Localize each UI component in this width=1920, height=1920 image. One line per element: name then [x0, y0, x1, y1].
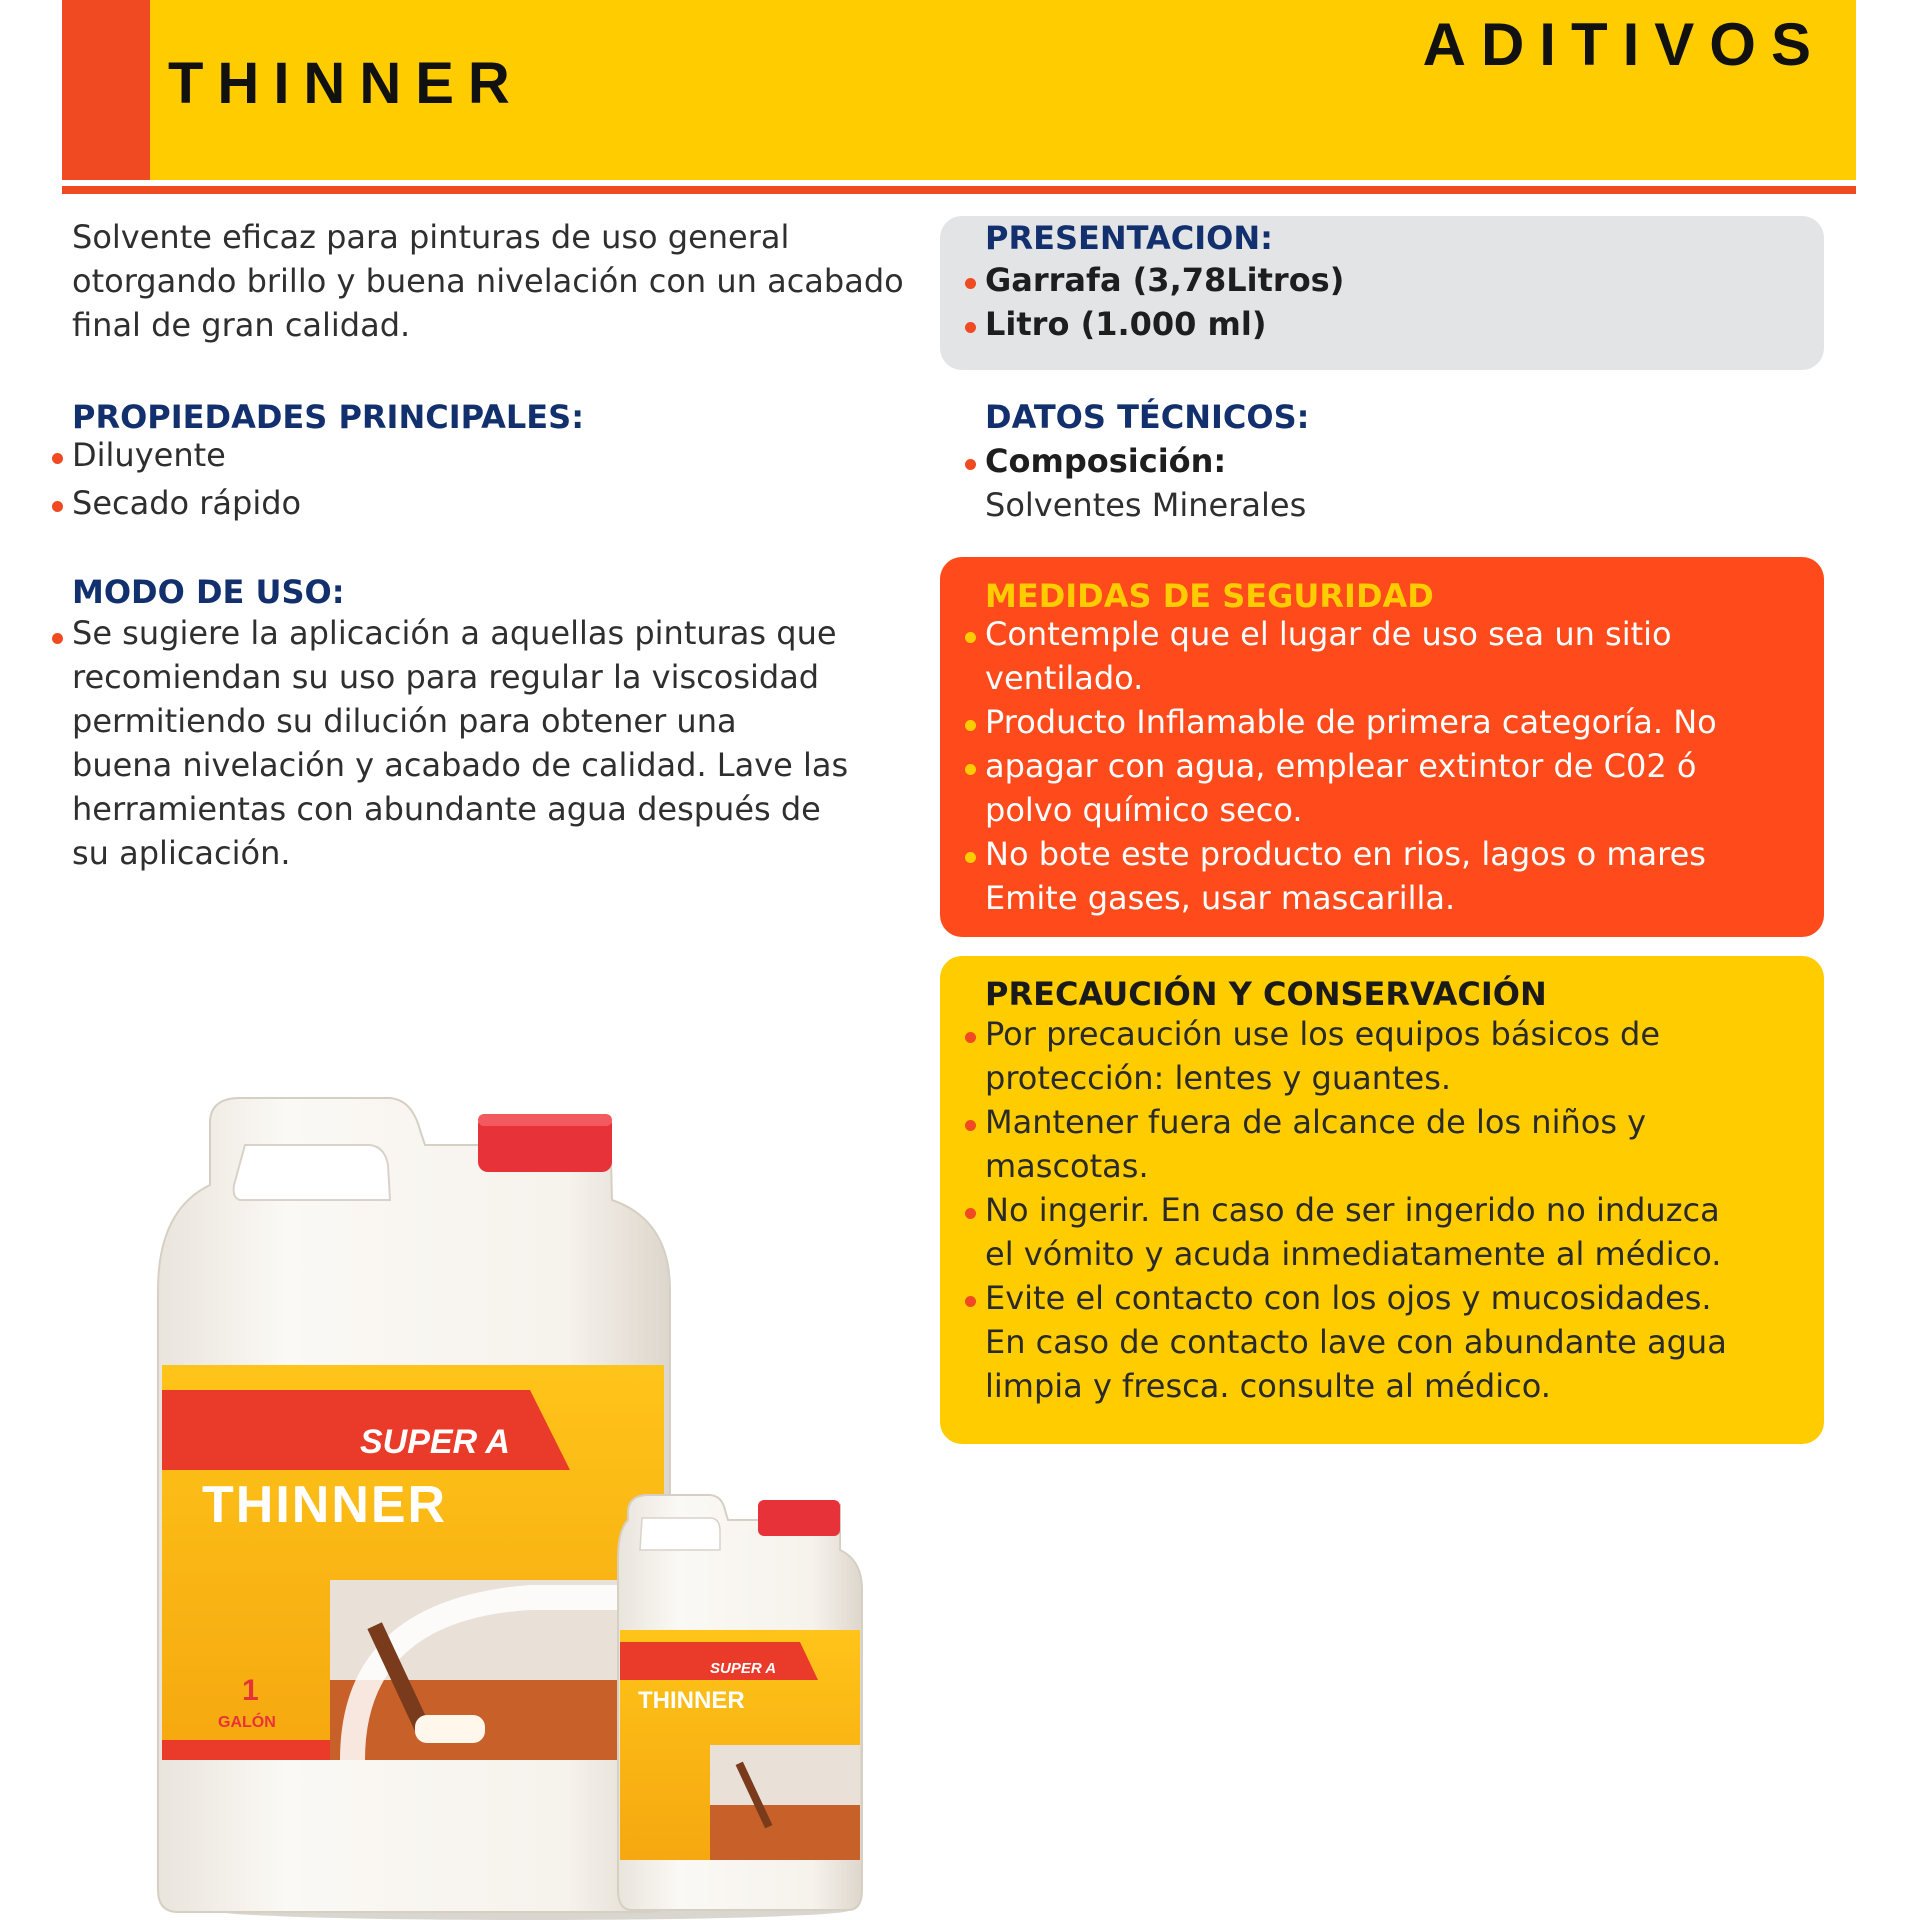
bullet-icon [52, 633, 63, 644]
usage-line: su aplicación. [72, 834, 291, 872]
list-item [985, 1100, 1805, 1188]
usage-heading: MODO DE USO: [72, 573, 345, 611]
jug-cap-ridge [478, 1114, 612, 1126]
presentation-text: Litro (1.000 ml) [985, 305, 1267, 343]
intro-line: final de gran calidad. [72, 306, 411, 344]
properties-heading: PROPIEDADES PRINCIPALES: [72, 398, 584, 436]
label-size-unit: GALÓN [218, 1714, 276, 1731]
list-item [72, 481, 301, 525]
label-brand: SUPER A [710, 1660, 777, 1677]
bullet-icon [965, 278, 976, 289]
bullet-icon [52, 453, 63, 464]
caution-line: No ingerir. En caso de ser ingerido no induzca [985, 1191, 1720, 1229]
bullet-icon [965, 632, 976, 643]
list-item [985, 258, 1344, 302]
bullet-icon [965, 1208, 976, 1219]
bullet-icon [965, 1296, 976, 1307]
intro-line: otorgando brillo y buena nivelación con un acabado [72, 262, 904, 300]
caution-line: Mantener fuera de alcance de los niños y [985, 1103, 1647, 1141]
list-item [72, 433, 301, 477]
usage-text [72, 611, 902, 875]
property-text: Diluyente [72, 436, 226, 474]
safety-list [985, 612, 1805, 920]
caution-line: En caso de contacto lave con abundante agua [985, 1323, 1727, 1361]
caution-line: protección: lentes y guantes. [985, 1059, 1452, 1097]
usage-line: recomiendan su uso para regular la viscosidad [72, 658, 820, 696]
safety-line: ventilado. [985, 659, 1144, 697]
caution-line: limpia y fresca. consulte al médico. [985, 1367, 1551, 1405]
bullet-icon [965, 852, 976, 863]
label-bottom-stripe [162, 1740, 330, 1760]
properties-list [72, 433, 301, 525]
caution-list [985, 1012, 1805, 1408]
presentation-text: Garrafa (3,78Litros) [985, 261, 1345, 299]
list-item [985, 1276, 1805, 1408]
handle-hole [640, 1518, 720, 1550]
technical-list [985, 439, 1226, 483]
bullet-icon [965, 1032, 976, 1043]
usage-line: buena nivelación y acabado de calidad. Lave las [72, 746, 849, 784]
list-item [985, 1012, 1805, 1100]
safety-line: Contemple que el lugar de uso sea un sitio [985, 615, 1672, 653]
product-title: THINNER [168, 51, 524, 116]
list-item [985, 439, 1226, 483]
label-product-name: THINNER [202, 1476, 448, 1534]
list-item [985, 744, 1805, 832]
usage-line: permitiendo su dilución para obtener una [72, 702, 737, 740]
label-roller [415, 1715, 485, 1743]
label-scene-wood [710, 1805, 860, 1860]
list-item [985, 700, 1805, 744]
list-item [985, 612, 1805, 700]
list-item [985, 302, 1344, 346]
safety-line: apagar con agua, emplear extintor de C02 ó [985, 747, 1697, 785]
usage-line: herramientas con abundante agua después de [72, 790, 821, 828]
bullet-icon [52, 501, 63, 512]
caution-line: el vómito y acuda inmediatamente al médico. [985, 1235, 1722, 1273]
label-size-number: 1 [242, 1674, 259, 1707]
label-brand: SUPER A [360, 1423, 510, 1461]
intro-line: Solvente eficaz para pinturas de uso general [72, 218, 790, 256]
bullet-icon [965, 764, 976, 775]
liter-jug [618, 1495, 862, 1910]
safety-heading: MEDIDAS DE SEGURIDAD [985, 577, 1434, 615]
safety-line: polvo químico seco. [985, 791, 1303, 829]
header-accent-bar [62, 0, 150, 180]
safety-line: Emite gases, usar mascarilla. [985, 879, 1456, 917]
presentation-list [985, 258, 1344, 346]
usage-line: Se sugiere la aplicación a aquellas pinturas que [72, 614, 837, 652]
list-item [985, 1188, 1805, 1276]
caution-line: Evite el contacto con los ojos y mucosidades. [985, 1279, 1712, 1317]
category-title: ADITIVOS [1422, 11, 1826, 78]
technical-heading: DATOS TÉCNICOS: [985, 398, 1310, 436]
bullet-icon [965, 322, 976, 333]
intro-description [72, 215, 922, 347]
label-scene-wood [330, 1680, 664, 1760]
bullet-icon [965, 459, 976, 470]
handle-hole [234, 1145, 390, 1200]
caution-heading: PRECAUCIÓN Y CONSERVACIÓN [985, 975, 1547, 1013]
technical-value: Solventes Minerales [985, 486, 1307, 524]
product-image [150, 1090, 880, 1920]
safety-line: Producto Inflamable de primera categoría. No [985, 703, 1717, 741]
presentation-heading: PRESENTACION: [985, 219, 1273, 257]
safety-line: No bote este producto en rios, lagos o mares [985, 835, 1706, 873]
caution-line: Por precaución use los equipos básicos de [985, 1015, 1661, 1053]
bullet-icon [965, 720, 976, 731]
property-text: Secado rápido [72, 484, 302, 522]
caution-line: mascotas. [985, 1147, 1149, 1185]
bullet-icon [965, 1120, 976, 1131]
gallon-jug [158, 1098, 670, 1912]
label-product-name: THINNER [638, 1687, 745, 1714]
jug-cap [758, 1500, 840, 1536]
technical-label: Composición: [985, 442, 1227, 480]
header-divider [62, 186, 1856, 194]
list-item [985, 832, 1805, 920]
